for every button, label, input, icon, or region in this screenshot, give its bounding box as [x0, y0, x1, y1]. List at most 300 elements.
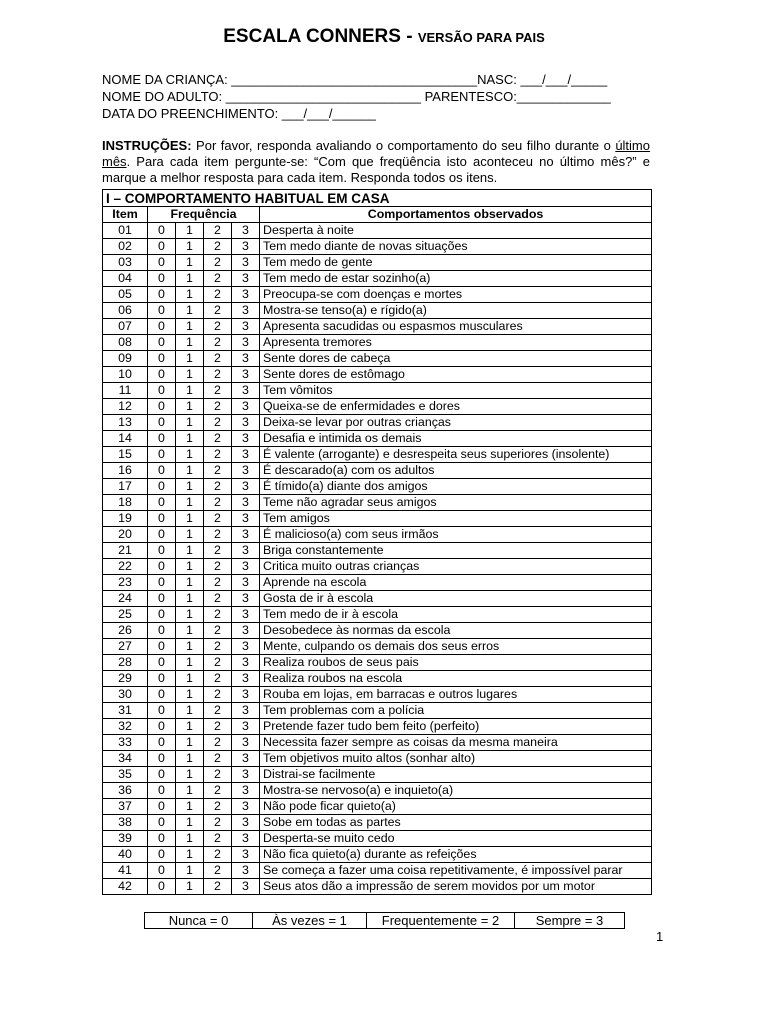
frequency-option-0[interactable]: 0: [148, 495, 176, 511]
frequency-option-2[interactable]: 2: [204, 271, 232, 287]
behavior-text: Teme não agradar seus amigos: [260, 495, 652, 511]
header-behaviors: Comportamentos observados: [260, 207, 652, 223]
item-number: 07: [103, 319, 148, 335]
frequency-option-2[interactable]: 2: [204, 367, 232, 383]
frequency-option-2[interactable]: 2: [204, 719, 232, 735]
frequency-option-3[interactable]: 3: [232, 415, 260, 431]
behavior-text: Seus atos dão a impressão de serem movidos por um motor: [260, 879, 652, 895]
frequency-option-0[interactable]: 0: [148, 399, 176, 415]
table-row: [103, 735, 652, 751]
frequency-option-3[interactable]: 3: [232, 671, 260, 687]
frequency-option-2[interactable]: 2: [204, 831, 232, 847]
legend-sometimes: Às vezes = 1: [253, 913, 367, 929]
frequency-option-1[interactable]: 1: [176, 431, 204, 447]
frequency-option-0[interactable]: 0: [148, 463, 176, 479]
table-row: [103, 447, 652, 463]
frequency-option-0[interactable]: 0: [148, 447, 176, 463]
frequency-option-0[interactable]: 0: [148, 223, 176, 239]
frequency-option-1[interactable]: 1: [176, 367, 204, 383]
frequency-option-3[interactable]: 3: [232, 815, 260, 831]
frequency-option-3[interactable]: 3: [232, 783, 260, 799]
item-number: 06: [103, 303, 148, 319]
frequency-option-3[interactable]: 3: [232, 655, 260, 671]
instructions-underlined: último mês: [102, 138, 650, 169]
frequency-option-0[interactable]: 0: [148, 271, 176, 287]
behavior-text: Desafia e intimida os demais: [260, 431, 652, 447]
frequency-option-2[interactable]: 2: [204, 703, 232, 719]
frequency-option-1[interactable]: 1: [176, 879, 204, 895]
behavior-text: É malicioso(a) com seus irmãos: [260, 527, 652, 543]
frequency-option-0[interactable]: 0: [148, 879, 176, 895]
table-row: [103, 783, 652, 799]
frequency-option-3[interactable]: 3: [232, 607, 260, 623]
frequency-option-1[interactable]: 1: [176, 223, 204, 239]
frequency-option-0[interactable]: 0: [148, 527, 176, 543]
frequency-option-0[interactable]: 0: [148, 687, 176, 703]
frequency-option-3[interactable]: 3: [232, 479, 260, 495]
frequency-option-1[interactable]: 1: [176, 607, 204, 623]
frequency-option-3[interactable]: 3: [232, 719, 260, 735]
behavior-text: Realiza roubos na escola: [260, 671, 652, 687]
item-number: 40: [103, 847, 148, 863]
item-number: 18: [103, 495, 148, 511]
frequency-option-2[interactable]: 2: [204, 687, 232, 703]
behavior-text: Tem medo de estar sozinho(a): [260, 271, 652, 287]
frequency-option-2[interactable]: 2: [204, 495, 232, 511]
frequency-option-1[interactable]: 1: [176, 831, 204, 847]
table-row: [103, 767, 652, 783]
frequency-option-2[interactable]: 2: [204, 799, 232, 815]
frequency-option-2[interactable]: 2: [204, 431, 232, 447]
frequency-option-0[interactable]: 0: [148, 383, 176, 399]
table-row: [103, 319, 652, 335]
frequency-option-3[interactable]: 3: [232, 639, 260, 655]
frequency-option-0[interactable]: 0: [148, 639, 176, 655]
item-number: 01: [103, 223, 148, 239]
frequency-option-1[interactable]: 1: [176, 479, 204, 495]
frequency-option-2[interactable]: 2: [204, 607, 232, 623]
item-number: 30: [103, 687, 148, 703]
item-number: 04: [103, 271, 148, 287]
behavior-text: Preocupa-se com doenças e mortes: [260, 287, 652, 303]
frequency-option-1[interactable]: 1: [176, 703, 204, 719]
frequency-option-1[interactable]: 1: [176, 639, 204, 655]
table-row: [103, 655, 652, 671]
frequency-option-1[interactable]: 1: [176, 255, 204, 271]
frequency-option-0[interactable]: 0: [148, 575, 176, 591]
frequency-option-2[interactable]: 2: [204, 255, 232, 271]
frequency-option-0[interactable]: 0: [148, 767, 176, 783]
legend-frequently: Frequentemente = 2: [367, 913, 515, 929]
frequency-option-3[interactable]: 3: [232, 351, 260, 367]
frequency-option-2[interactable]: 2: [204, 671, 232, 687]
frequency-option-3[interactable]: 3: [232, 447, 260, 463]
behavior-text: Deixa-se levar por outras crianças: [260, 415, 652, 431]
item-number: 39: [103, 831, 148, 847]
behavior-text: Tem medo de ir à escola: [260, 607, 652, 623]
frequency-option-2[interactable]: 2: [204, 655, 232, 671]
table-row: [103, 687, 652, 703]
frequency-option-2[interactable]: 2: [204, 415, 232, 431]
frequency-option-2[interactable]: 2: [204, 575, 232, 591]
table-row: [103, 271, 652, 287]
item-number: 08: [103, 335, 148, 351]
table-row: [103, 495, 652, 511]
frequency-option-1[interactable]: 1: [176, 767, 204, 783]
frequency-option-2[interactable]: 2: [204, 879, 232, 895]
table-row: [103, 239, 652, 255]
item-number: 20: [103, 527, 148, 543]
table-body: [103, 223, 652, 895]
item-number: 41: [103, 863, 148, 879]
table-row: [103, 367, 652, 383]
frequency-option-0[interactable]: 0: [148, 319, 176, 335]
frequency-option-1[interactable]: 1: [176, 799, 204, 815]
table-row: [103, 607, 652, 623]
frequency-option-2[interactable]: 2: [204, 287, 232, 303]
item-number: 15: [103, 447, 148, 463]
frequency-option-1[interactable]: 1: [176, 303, 204, 319]
frequency-option-3[interactable]: 3: [232, 271, 260, 287]
frequency-option-2[interactable]: 2: [204, 863, 232, 879]
frequency-option-1[interactable]: 1: [176, 735, 204, 751]
behavior-text: Distrai-se facilmente: [260, 767, 652, 783]
frequency-option-2[interactable]: 2: [204, 319, 232, 335]
item-number: 25: [103, 607, 148, 623]
frequency-option-2[interactable]: 2: [204, 591, 232, 607]
table-row: [103, 383, 652, 399]
frequency-option-3[interactable]: 3: [232, 591, 260, 607]
table-row: [103, 575, 652, 591]
frequency-option-0[interactable]: 0: [148, 719, 176, 735]
frequency-option-2[interactable]: 2: [204, 383, 232, 399]
behavior-text: Apresenta sacudidas ou espasmos musculares: [260, 319, 652, 335]
table-row: [103, 415, 652, 431]
behavior-text: Tem medo diante de novas situações: [260, 239, 652, 255]
frequency-option-1[interactable]: 1: [176, 415, 204, 431]
table-row: [103, 863, 652, 879]
item-number: 31: [103, 703, 148, 719]
item-number: 09: [103, 351, 148, 367]
frequency-option-1[interactable]: 1: [176, 687, 204, 703]
document-title: [0, 26, 768, 48]
item-number: 23: [103, 575, 148, 591]
frequency-option-3[interactable]: 3: [232, 399, 260, 415]
frequency-option-3[interactable]: 3: [232, 879, 260, 895]
frequency-option-2[interactable]: 2: [204, 815, 232, 831]
frequency-option-0[interactable]: 0: [148, 255, 176, 271]
table-row: [103, 303, 652, 319]
table-row: [103, 287, 652, 303]
table-row: [103, 879, 652, 895]
frequency-option-2[interactable]: 2: [204, 479, 232, 495]
frequency-option-3[interactable]: 3: [232, 495, 260, 511]
frequency-option-3[interactable]: 3: [232, 223, 260, 239]
frequency-option-2[interactable]: 2: [204, 751, 232, 767]
frequency-option-1[interactable]: 1: [176, 287, 204, 303]
frequency-option-2[interactable]: 2: [204, 511, 232, 527]
behavior-table: [102, 189, 652, 895]
frequency-option-0[interactable]: 0: [148, 303, 176, 319]
frequency-option-0[interactable]: 0: [148, 559, 176, 575]
frequency-option-2[interactable]: 2: [204, 767, 232, 783]
frequency-option-1[interactable]: 1: [176, 623, 204, 639]
table-row: [103, 431, 652, 447]
frequency-option-1[interactable]: 1: [176, 847, 204, 863]
behavior-text: Desobedece às normas da escola: [260, 623, 652, 639]
frequency-option-1[interactable]: 1: [176, 543, 204, 559]
item-number: 42: [103, 879, 148, 895]
behavior-text: Se começa a fazer uma coisa repetitivamente, é impossível parar: [260, 863, 652, 879]
frequency-option-2[interactable]: 2: [204, 399, 232, 415]
item-number: 02: [103, 239, 148, 255]
frequency-option-3[interactable]: 3: [232, 575, 260, 591]
behavior-text: Realiza roubos de seus pais: [260, 655, 652, 671]
frequency-option-1[interactable]: 1: [176, 447, 204, 463]
frequency-option-0[interactable]: 0: [148, 863, 176, 879]
frequency-option-2[interactable]: 2: [204, 559, 232, 575]
frequency-option-0[interactable]: 0: [148, 287, 176, 303]
table-row: [103, 559, 652, 575]
table-row: [103, 703, 652, 719]
frequency-option-3[interactable]: 3: [232, 847, 260, 863]
behavior-text: Tem amigos: [260, 511, 652, 527]
title-main: ESCALA CONNERS -: [223, 26, 418, 47]
item-number: 28: [103, 655, 148, 671]
frequency-option-1[interactable]: 1: [176, 399, 204, 415]
item-number: 35: [103, 767, 148, 783]
frequency-option-2[interactable]: 2: [204, 447, 232, 463]
item-number: 22: [103, 559, 148, 575]
frequency-option-0[interactable]: 0: [148, 831, 176, 847]
table-row: [103, 351, 652, 367]
frequency-option-0[interactable]: 0: [148, 783, 176, 799]
table-row: [103, 399, 652, 415]
behavior-text: Desperta à noite: [260, 223, 652, 239]
frequency-option-2[interactable]: 2: [204, 527, 232, 543]
legend-never: Nunca = 0: [145, 913, 253, 929]
behavior-text: Briga constantemente: [260, 543, 652, 559]
behavior-text: Mostra-se tenso(a) e rígido(a): [260, 303, 652, 319]
frequency-option-0[interactable]: 0: [148, 751, 176, 767]
frequency-option-0[interactable]: 0: [148, 815, 176, 831]
behavior-text: Tem problemas com a polícia: [260, 703, 652, 719]
frequency-option-2[interactable]: 2: [204, 303, 232, 319]
behavior-text: Critica muito outras crianças: [260, 559, 652, 575]
frequency-option-3[interactable]: 3: [232, 751, 260, 767]
frequency-option-3[interactable]: 3: [232, 735, 260, 751]
table-row: [103, 671, 652, 687]
frequency-option-2[interactable]: 2: [204, 463, 232, 479]
frequency-option-1[interactable]: 1: [176, 783, 204, 799]
frequency-option-3[interactable]: 3: [232, 335, 260, 351]
frequency-option-3[interactable]: 3: [232, 703, 260, 719]
frequency-option-2[interactable]: 2: [204, 847, 232, 863]
frequency-option-0[interactable]: 0: [148, 431, 176, 447]
frequency-option-2[interactable]: 2: [204, 223, 232, 239]
frequency-option-0[interactable]: 0: [148, 655, 176, 671]
item-number: 16: [103, 463, 148, 479]
frequency-option-0[interactable]: 0: [148, 335, 176, 351]
table-row: [103, 591, 652, 607]
item-number: 33: [103, 735, 148, 751]
frequency-option-1[interactable]: 1: [176, 527, 204, 543]
frequency-option-1[interactable]: 1: [176, 751, 204, 767]
frequency-option-3[interactable]: 3: [232, 623, 260, 639]
frequency-option-0[interactable]: 0: [148, 415, 176, 431]
frequency-option-1[interactable]: 1: [176, 319, 204, 335]
frequency-option-1[interactable]: 1: [176, 719, 204, 735]
item-number: 10: [103, 367, 148, 383]
frequency-option-0[interactable]: 0: [148, 623, 176, 639]
item-number: 38: [103, 815, 148, 831]
frequency-option-0[interactable]: 0: [148, 703, 176, 719]
frequency-option-2[interactable]: 2: [204, 351, 232, 367]
frequency-option-2[interactable]: 2: [204, 623, 232, 639]
frequency-option-0[interactable]: 0: [148, 607, 176, 623]
table-row: [103, 223, 652, 239]
table-row: [103, 847, 652, 863]
frequency-option-1[interactable]: 1: [176, 383, 204, 399]
table-row: [103, 831, 652, 847]
frequency-option-0[interactable]: 0: [148, 351, 176, 367]
behavior-text: Tem vômitos: [260, 383, 652, 399]
frequency-option-1[interactable]: 1: [176, 239, 204, 255]
table-row: [103, 255, 652, 271]
frequency-option-1[interactable]: 1: [176, 271, 204, 287]
item-number: 32: [103, 719, 148, 735]
frequency-option-3[interactable]: 3: [232, 255, 260, 271]
scale-legend: [144, 912, 625, 929]
behavior-text: Pretende fazer tudo bem feito (perfeito): [260, 719, 652, 735]
item-number: 19: [103, 511, 148, 527]
page-number: 1: [656, 929, 664, 944]
frequency-option-0[interactable]: 0: [148, 543, 176, 559]
frequency-option-2[interactable]: 2: [204, 335, 232, 351]
table-row: [103, 623, 652, 639]
frequency-option-2[interactable]: 2: [204, 543, 232, 559]
behavior-text: Não pode ficar quieto(a): [260, 799, 652, 815]
header-item: Item: [103, 207, 148, 223]
header-frequency: Frequência: [148, 207, 260, 223]
fill-date-field: DATA DO PREENCHIMENTO: ___/___/______: [102, 106, 376, 121]
behavior-text: Gosta de ir à escola: [260, 591, 652, 607]
frequency-option-0[interactable]: 0: [148, 735, 176, 751]
frequency-option-3[interactable]: 3: [232, 431, 260, 447]
behavior-text: Mente, culpando os demais dos seus erros: [260, 639, 652, 655]
frequency-option-3[interactable]: 3: [232, 367, 260, 383]
frequency-option-1[interactable]: 1: [176, 559, 204, 575]
frequency-option-3[interactable]: 3: [232, 559, 260, 575]
frequency-option-1[interactable]: 1: [176, 863, 204, 879]
frequency-option-1[interactable]: 1: [176, 335, 204, 351]
behavior-text: Sente dores de cabeça: [260, 351, 652, 367]
item-number: 37: [103, 799, 148, 815]
frequency-option-1[interactable]: 1: [176, 671, 204, 687]
table-row: [103, 479, 652, 495]
item-number: 14: [103, 431, 148, 447]
frequency-option-3[interactable]: 3: [232, 287, 260, 303]
frequency-option-1[interactable]: 1: [176, 511, 204, 527]
table-row: [103, 511, 652, 527]
frequency-option-3[interactable]: 3: [232, 303, 260, 319]
frequency-option-1[interactable]: 1: [176, 495, 204, 511]
table-row: [103, 719, 652, 735]
behavior-text: É tímido(a) diante dos amigos: [260, 479, 652, 495]
frequency-option-1[interactable]: 1: [176, 351, 204, 367]
behavior-text: Rouba em lojas, em barracas e outros lugares: [260, 687, 652, 703]
frequency-option-2[interactable]: 2: [204, 735, 232, 751]
table-row: [103, 527, 652, 543]
behavior-text: Sobe em todas as partes: [260, 815, 652, 831]
item-number: 21: [103, 543, 148, 559]
behavior-text: É descarado(a) com os adultos: [260, 463, 652, 479]
frequency-option-0[interactable]: 0: [148, 671, 176, 687]
frequency-option-1[interactable]: 1: [176, 655, 204, 671]
table-row: [103, 463, 652, 479]
frequency-option-0[interactable]: 0: [148, 367, 176, 383]
frequency-option-3[interactable]: 3: [232, 511, 260, 527]
frequency-option-3[interactable]: 3: [232, 543, 260, 559]
frequency-option-2[interactable]: 2: [204, 783, 232, 799]
item-number: 17: [103, 479, 148, 495]
frequency-option-0[interactable]: 0: [148, 847, 176, 863]
frequency-option-3[interactable]: 3: [232, 463, 260, 479]
frequency-option-0[interactable]: 0: [148, 479, 176, 495]
child-name-field: NOME DA CRIANÇA: __________________________________NASC: ___/___/_____: [102, 72, 608, 87]
frequency-option-0[interactable]: 0: [148, 799, 176, 815]
instructions: [102, 138, 650, 186]
instructions-part1: Por favor, responda avaliando o comportamento do seu filho durante o: [191, 138, 616, 153]
frequency-option-0[interactable]: 0: [148, 511, 176, 527]
behavior-text: Tem objetivos muito altos (sonhar alto): [260, 751, 652, 767]
table-row: [103, 799, 652, 815]
frequency-option-3[interactable]: 3: [232, 767, 260, 783]
instructions-label: INSTRUÇÕES:: [102, 138, 192, 153]
frequency-option-3[interactable]: 3: [232, 831, 260, 847]
behavior-text: Desperta-se muito cedo: [260, 831, 652, 847]
item-number: 05: [103, 287, 148, 303]
frequency-option-1[interactable]: 1: [176, 575, 204, 591]
item-number: 11: [103, 383, 148, 399]
frequency-option-2[interactable]: 2: [204, 639, 232, 655]
instructions-part2: . Para cada item pergunte-se: “Com que freqüência isto aconteceu no último mês?” e marque a melhor resposta para cada item. Responda todos os itens.: [102, 154, 650, 185]
frequency-option-3[interactable]: 3: [232, 319, 260, 335]
item-number: 27: [103, 639, 148, 655]
frequency-option-0[interactable]: 0: [148, 591, 176, 607]
frequency-option-3[interactable]: 3: [232, 687, 260, 703]
frequency-option-2[interactable]: 2: [204, 239, 232, 255]
item-number: 12: [103, 399, 148, 415]
behavior-text: Apresenta tremores: [260, 335, 652, 351]
frequency-option-3[interactable]: 3: [232, 799, 260, 815]
item-number: 34: [103, 751, 148, 767]
behavior-text: Sente dores de estômago: [260, 367, 652, 383]
item-number: 24: [103, 591, 148, 607]
frequency-option-1[interactable]: 1: [176, 463, 204, 479]
frequency-option-3[interactable]: 3: [232, 383, 260, 399]
frequency-option-1[interactable]: 1: [176, 591, 204, 607]
frequency-option-0[interactable]: 0: [148, 239, 176, 255]
frequency-option-3[interactable]: 3: [232, 863, 260, 879]
frequency-option-3[interactable]: 3: [232, 527, 260, 543]
behavior-text: Necessita fazer sempre as coisas da mesma maneira: [260, 735, 652, 751]
frequency-option-3[interactable]: 3: [232, 239, 260, 255]
frequency-option-1[interactable]: 1: [176, 815, 204, 831]
behavior-text: É valente (arrogante) e desrespeita seus superiores (insolente): [260, 447, 652, 463]
item-number: 36: [103, 783, 148, 799]
title-sub: VERSÃO PARA PAIS: [417, 30, 545, 45]
